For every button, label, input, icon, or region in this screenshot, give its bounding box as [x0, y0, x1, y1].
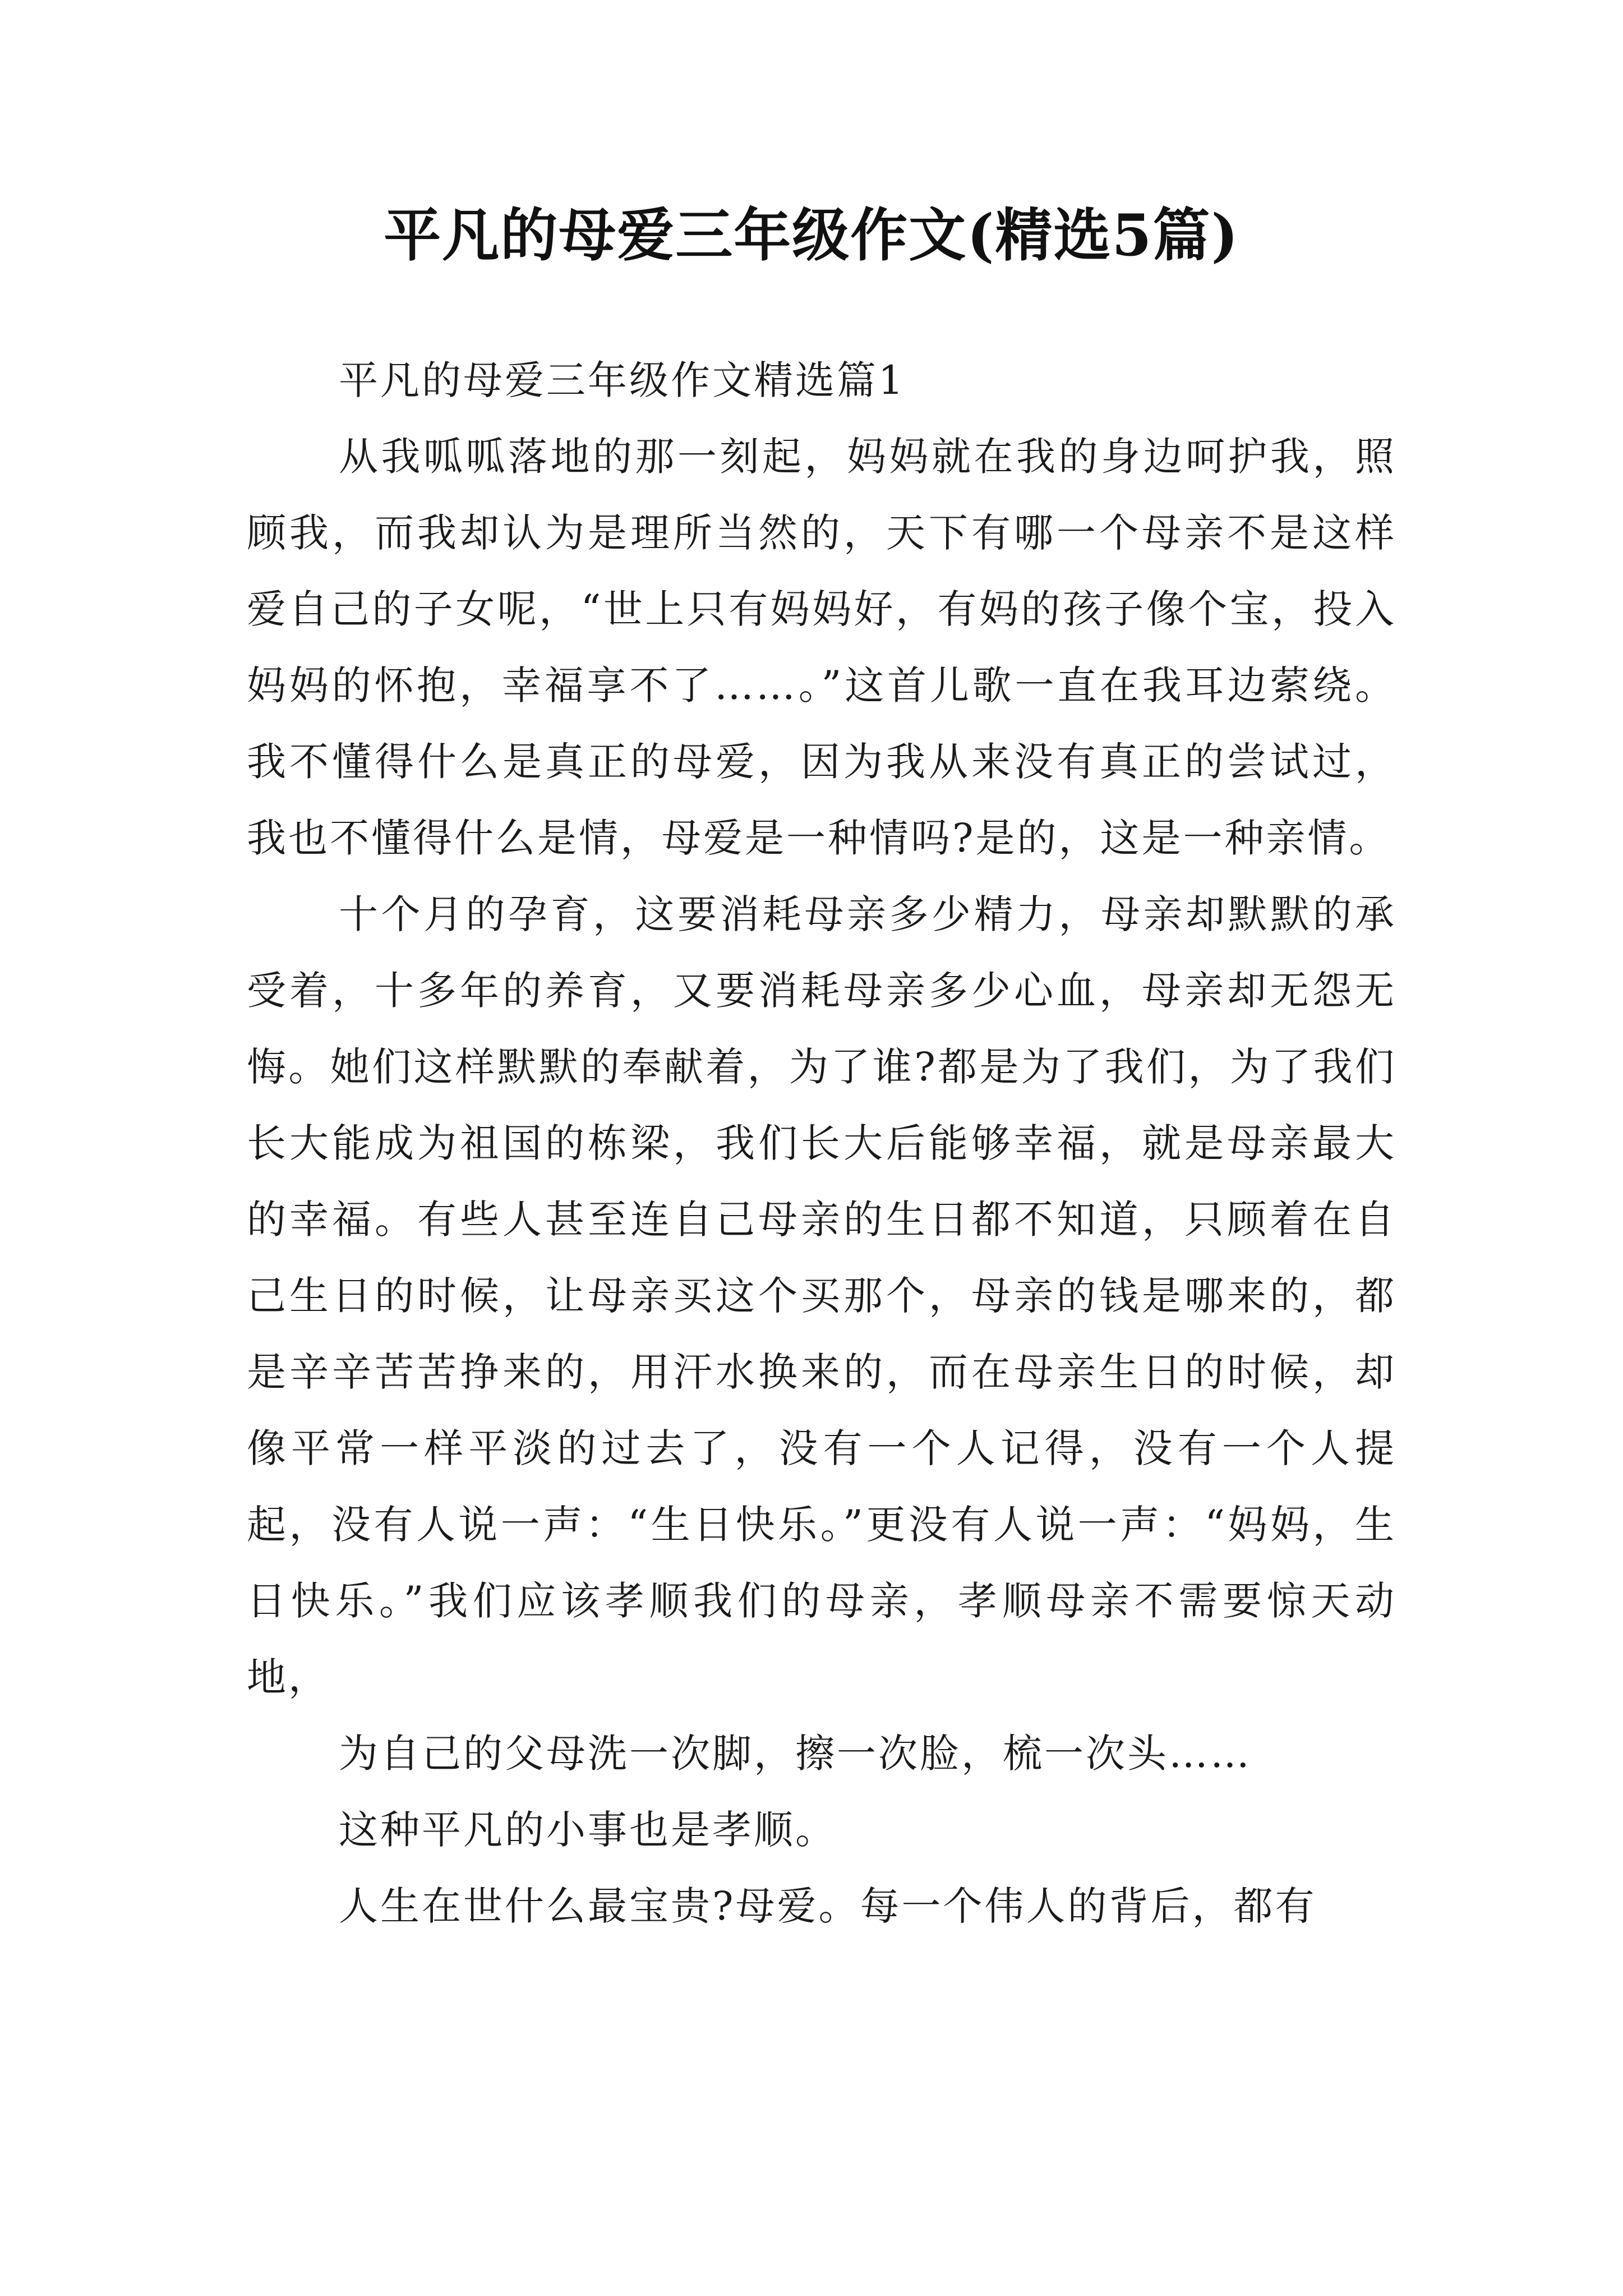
paragraph-1: 从我呱呱落地的那一刻起，妈妈就在我的身边呵护我，照顾我，而我却认为是理所当然的，天下有哪一个母亲不是这样爱自己的子女呢，“世上只有妈妈好，有妈的孩子像个宝，投入妈妈的怀抱，幸福享不了……。”这首儿歌一直在我耳边萦绕。我不懂得什么是真正的母爱，因为我从来没有真正的尝试过，我也不懂得什么是情，母爱是一种情吗?是的，这是一种亲情。: [247, 434, 1396, 861]
paragraph-2: 十个月的孕育，这要消耗母亲多少精力，母亲却默默的承受着，十多年的养育，又要消耗母亲多少心血，母亲却无怨无悔。她们这样默默的奉献着，为了谁?都是为了我们，为了我们长大能成为祖国的栋梁，我们长大后能够幸福，就是母亲最大的幸福。有些人甚至连自己母亲的生日都不知道，只顾着在自己生日的时候，让母亲买这个买那个，母亲的钱是哪来的，都是辛辛苦苦挣来的，用汗水换来的，而在母亲生日的时候，却像平常一样平淡的过去了，没有一个人记得，没有一个人提起，没有人说一声：“生日快乐。”更没有人说一声：“妈妈，生日快乐。”我们应该孝顺我们的母亲，孝顺母亲不需要惊天动地，: [247, 891, 1396, 1700]
document-body: [247, 342, 1396, 1944]
paragraph-5: 人生在世什么最宝贵?母爱。每一个伟人的背后，都有: [339, 1883, 1317, 1929]
paragraph-4: 这种平凡的小事也是孝顺。: [339, 1807, 837, 1853]
section-heading: 平凡的母爱三年级作文精选篇1: [339, 357, 906, 403]
paragraph-3: 为自己的父母洗一次脚，擦一次脸，梳一次头……: [339, 1731, 1252, 1777]
document-title: 平凡的母爱三年级作文(精选5篇): [384, 202, 1239, 269]
